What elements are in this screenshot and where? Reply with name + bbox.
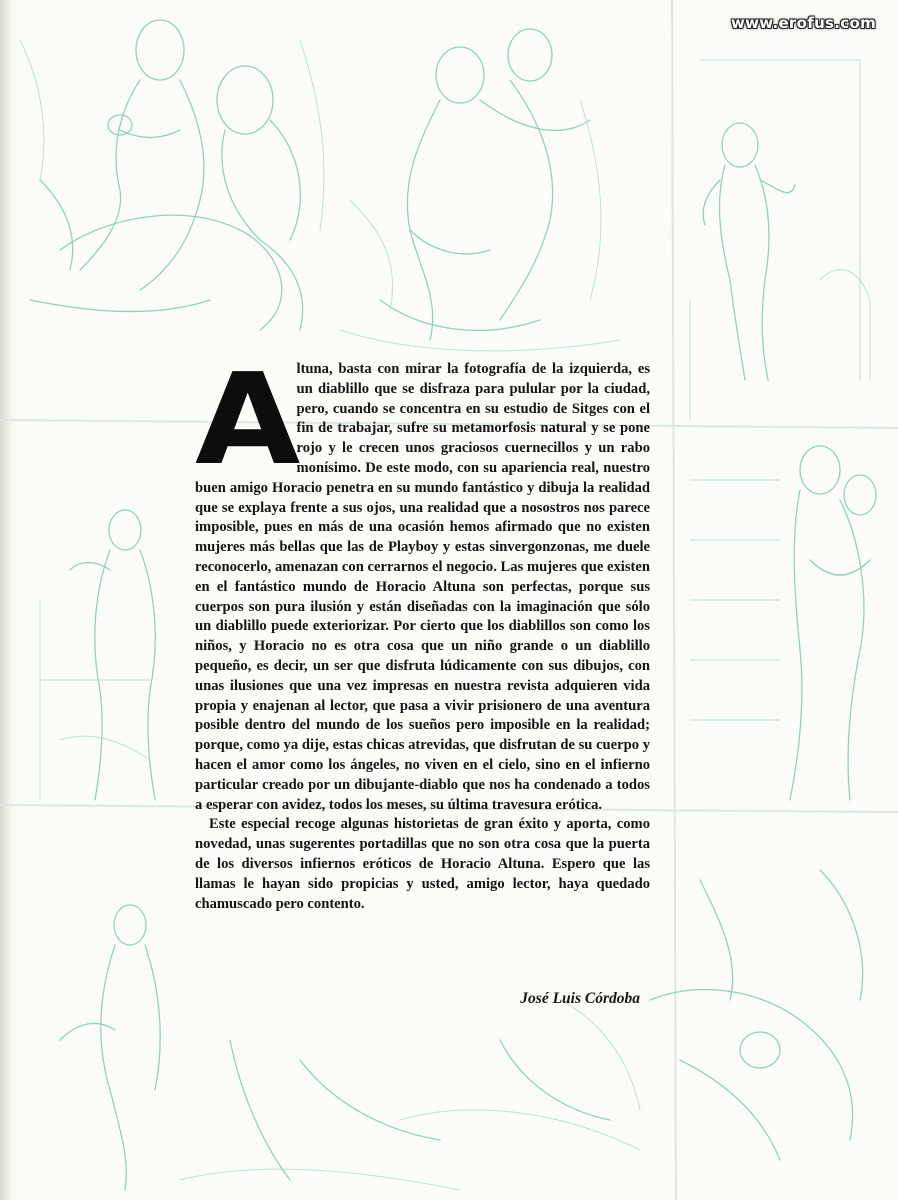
- article-paragraph-1: [195, 346, 650, 815]
- sketch-figures-right-middle: [690, 446, 876, 800]
- sketch-figures-top-left: [20, 20, 324, 330]
- site-watermark: www.erofus.com: [730, 14, 876, 32]
- article-paragraph-2: Este especial recoge algunas historietas de gran éxito y aporta, como novedad, unas sugerentes portadillas que no son otra cosa que la puerta de los diversos infiernos eróticos de Horacio Altuna. Espero que las llamas le hayan sido propicias y usted, amigo lector, haya quedado chamuscado pero contento.: [195, 816, 650, 912]
- article-paragraph-1-text: ltuna, basta con mirar la fotografía de la izquierda, es un diablillo que se disfraza para pulular por la ciudad, pero, cuando se concentra en su estudio de Sitges con el fin de trabajar, sufre su metamorfosis natural y se pone rojo y le crecen unos graciosos cuernecillos y un rabo monísimo. De este modo, con su apariencia real, nuestro buen amigo Horacio penetra en su mundo fantástico y dibuja la realidad que se explaya frente a sus ojos, una realidad que a nosostros nos parece imposible, pues en más de una ocasión hemos afirmado que no existen mujeres más bellas que las de Playboy y estas sinvergonzonas, me duele reconocerlo, amenazan con cerrarnos el negocio. Las mujeres que existen en el fantástico mundo de Horacio Altuna son perfectas, porque sus cuerpos son pura ilusión y están diseñadas con la imaginación que sólo un diablillo puede exteriorizar. Por cierto que los diablillos son como los niños, y Horacio no es otra cosa que un niño grande o un diablillo pequeño, es decir, un ser que disfruta lúdicamente con sus dibujos, con unas ilusiones que una vez impresas en nuestra revista adquieren vida propia y enajenan al lector, que pasa a vivir prisionero de una aventura posible dentro del mundo de los sueños pero imposible en la realidad; porque, como ya dije, estas chicas atrevidas, que disfrutan de su cuerpo y hacen el amor como los ángeles, no viven en el cielo, sino en el infierno particular creado por un dibujante-diablo que nos ha condenado a todos a esperar con avidez, todos los meses, su última travesura erótica.: [195, 361, 650, 813]
- sketch-figure-left-middle: [40, 510, 155, 800]
- author-signature: José Luis Córdoba: [520, 990, 640, 1007]
- sketch-figure-top-right: [690, 60, 870, 420]
- sketch-figures-top-center: [340, 29, 620, 351]
- drop-cap: A: [195, 346, 296, 493]
- article-body: [195, 346, 650, 914]
- sketch-figures-bottom: [60, 870, 863, 1190]
